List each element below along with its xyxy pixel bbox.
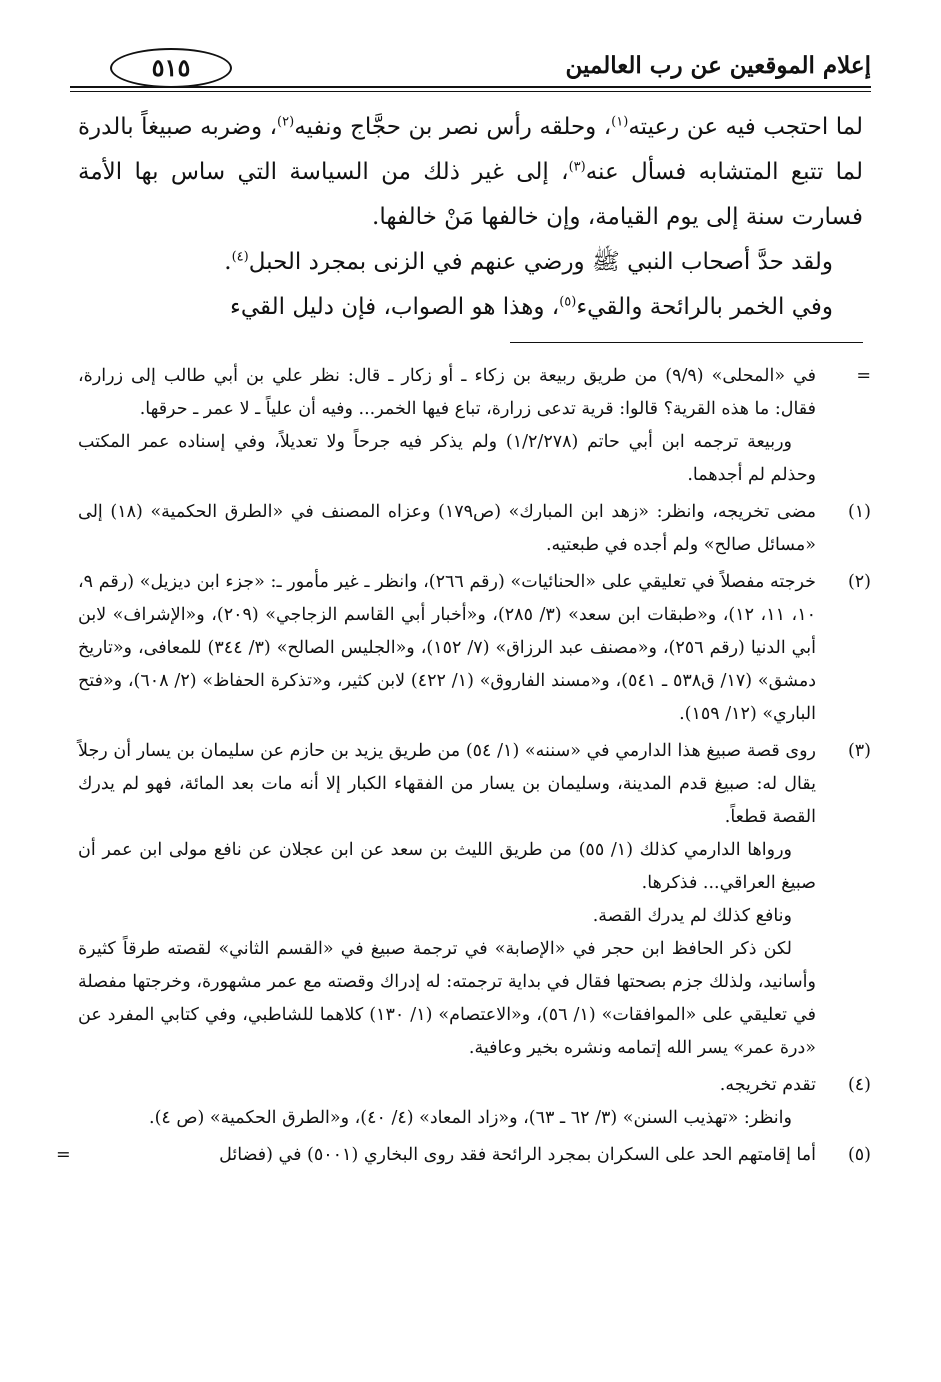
main-text <box>78 105 863 330</box>
footnote-number: (٢) <box>847 572 871 592</box>
continuation-mark: = <box>856 366 871 386</box>
footnote-separator <box>510 342 863 343</box>
continuation-mark: = <box>56 1145 71 1165</box>
page-header <box>70 44 871 102</box>
footnote-ref: (٢) <box>277 114 295 130</box>
footnote-ref: (١) <box>611 114 629 130</box>
footnotes <box>56 360 871 1176</box>
main-paragraph: لما احتجب فيه عن رعيته$^{(١)}$، وحلقه رأس نصر بن حجَّاج ونفيه$^{(٢)}$، وضربه صبيغاً بالدرة لما تتبع المتشابه فسأل عنه$^{(٣)}$، إلى غير ذلك من السياسة التي ساس بها الأمة فسارت سنة إلى يوم القيامة، وإن خالفها مَنْ خالفها. <box>78 114 864 230</box>
footnote-ref: (٣) <box>568 159 586 175</box>
footnote-2 <box>78 566 871 731</box>
page-number: ٥١٥ <box>110 48 232 88</box>
book-title: إعلام الموقعين عن رب العالمين <box>565 52 871 79</box>
footnote-number: (١) <box>847 502 871 522</box>
footnote-text: مضى تخريجه، وانظر: «زهد ابن المبارك» (ص١٧٩) وعزاه المصنف في «الطرق الحكمية» (١٨) إلى «مسائل صالح» ولم أجده في طبعتيه. <box>78 502 817 555</box>
footnote-text: أما إقامتهم الحد على السكران بمجرد الرائحة فقد روى البخاري (٥٠٠١) في (فضائل = <box>78 1139 816 1172</box>
main-paragraph: وفي الخمر بالرائحة والقيء$^{(٥)}$، وهذا هو الصواب، فإن دليل القيء <box>230 294 833 320</box>
footnote-text: روى قصة صبيغ هذا الدارمي في «سننه» (١/ ٥٤) من طريق يزيد بن حازم عن سليمان بن يسار أن رجلاً يقال له: صبيغ قدم المدينة، وسليمان بن يسار من الفقهاء الكبار إلا أنه مات بعد المائة، فهو لم يدرك القصة قطعاً. <box>78 741 816 827</box>
footnote-text: وربيعة ترجمه ابن أبي حاتم (١/٢/٢٧٨) ولم يذكر فيه جرحاً ولا تعديلاً، وفي إسناده عمر المكتب وحذلم لم أجدهما. <box>78 432 816 485</box>
footnote-text: ونافع كذلك لم يدرك القصة. <box>592 906 792 926</box>
main-paragraph: ولقد حدَّ أصحاب النبي ﷺ ورضي عنهم في الزنى بمجرد الحبل$^{(٤)}$. <box>224 249 833 275</box>
footnote-text: تقدم تخريجه. <box>719 1075 816 1095</box>
footnote-3 <box>78 735 871 1065</box>
footnote-ref: (٤) <box>231 249 249 265</box>
footnote-ref: (٥) <box>559 294 577 310</box>
footnote-text: لكن ذكر الحافظ ابن حجر في «الإصابة» في ترجمة صبيغ في «القسم الثاني» لقصته طرقاً كثيرة وأسانيد، ولذلك جزم بصحتها فقال في بداية ترجمته: له إدراك وقصته مع عمر مشهورة، وخرجتها مفصلة في تعليقي على «الموافقات» (١/ ٥٦)، و«الاعتصام» (١/ ١٣٠) كلاهما للشاطبي، وفي كتابي المفرد عن «درة عمر» يسر الله إتمامه ونشره بخير وعافية. <box>78 939 816 1058</box>
footnote-number: (٥) <box>847 1145 871 1165</box>
footnote-4 <box>78 1069 871 1135</box>
footnote-text: ورواها الدارمي كذلك (١/ ٥٥) من طريق الليث بن سعد عن ابن عجلان عن نافع مولى ابن عمر أن صبيغ العراقي... فذكرها. <box>78 840 816 893</box>
footnote-5 <box>56 1139 871 1172</box>
footnote-number: (٤) <box>847 1075 871 1095</box>
footnote-continued <box>78 360 871 492</box>
footnote-1 <box>78 496 871 562</box>
footnote-number: (٣) <box>847 741 871 761</box>
footnote-text: خرجته مفصلاً في تعليقي على «الحنائيات» (رقم ٢٦٦)، وانظر ـ غير مأمور ـ: «جزء ابن ديزيل» (رقم ٩، ١٠، ١١، ١٢)، و«طبقات ابن سعد» (٣/ ٢٨٥)، و«أخبار أبي القاسم الزجاجي» (٢٠٩)، و«الإشراف» لابن أبي الدنيا (رقم ٢٥٦)، و«مصنف عبد الرزاق» (٧/ ١٥٢)، و«الجليس الصالح» (٣/ ٣٤٤) للمعافى، و«تاريخ دمشق» (١٧/ ق٥٣٨ ـ ٥٤١)، و«مسند الفاروق» (١/ ٤٢٢) لابن كثير، و«تذكرة الحفاظ» (٢/ ٦٠٨)، و«فتح الباري» (١٢/ ١٥٩). <box>78 572 817 724</box>
footnote-text: وانظر: «تهذيب السنن» (٣/ ٦٢ ـ ٦٣)، و«زاد المعاد» (٤/ ٤٠)، و«الطرق الحكمية» (ص ٤). <box>149 1108 792 1128</box>
footnote-text: في «المحلى» (٩/٩) من طريق ربيعة بن زكاء ـ أو زكار ـ قال: نظر علي بن أبي طالب إلى زرارة، فقال: ما هذه القرية؟ قالوا: قرية تدعى زرارة، تباع فيها الخمر... وفيه أن علياً ـ لا عمر ـ حرقها. <box>78 366 816 419</box>
